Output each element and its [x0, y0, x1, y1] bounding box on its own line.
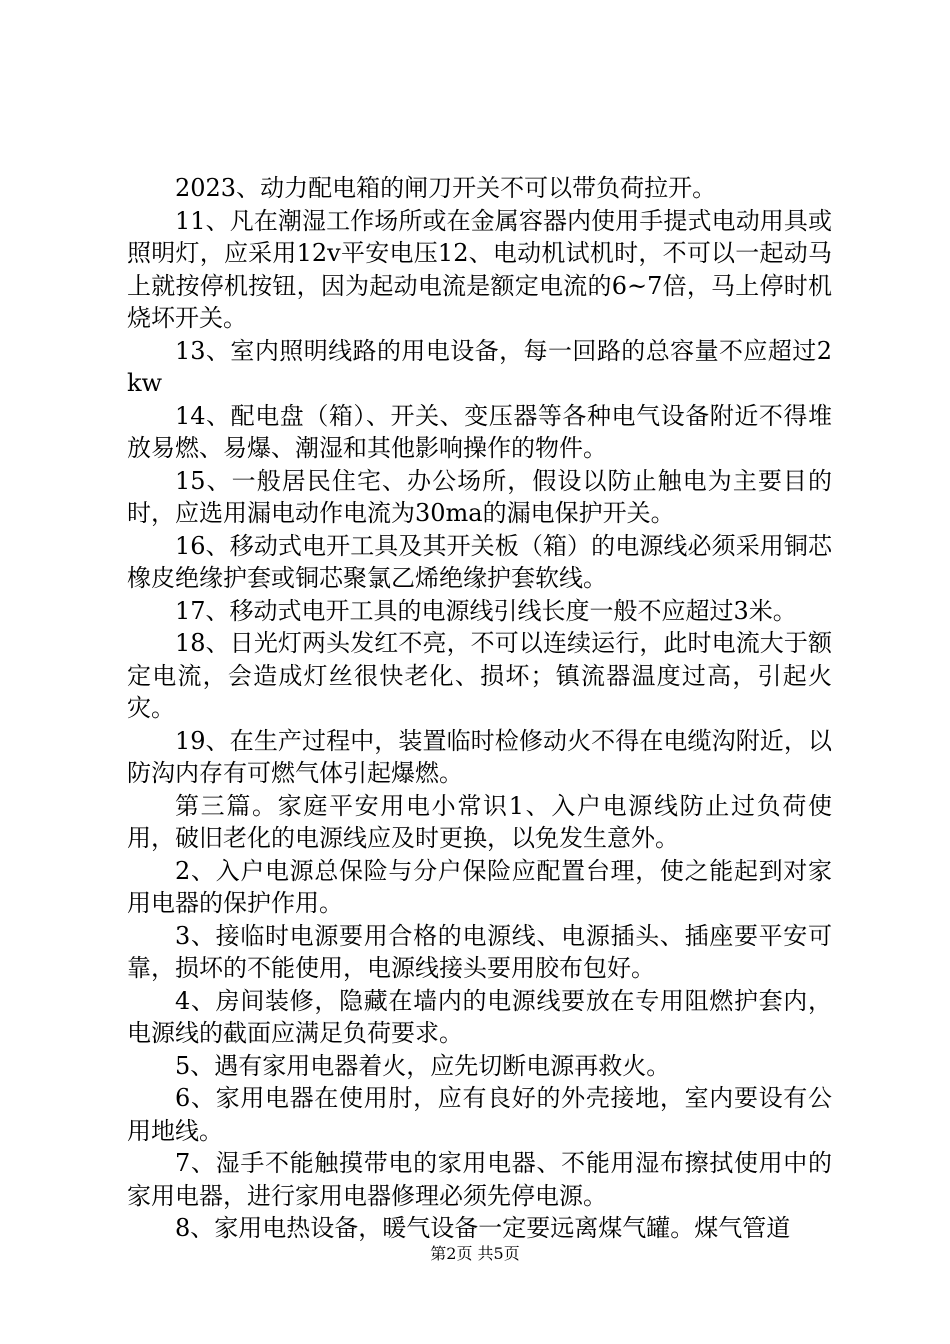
- paragraph-6: 16、移动式电开工具及其开关板（箱）的电源线必须采用铜芯橡皮绝缘护套或铜芯聚氯乙烯绝缘护套软线。: [127, 531, 832, 592]
- paragraph-1: 2023、动力配电箱的闸刀开关不可以带负荷拉开。: [175, 174, 717, 202]
- paragraph-7: 17、移动式电开工具的电源线引线长度一般不应超过3米。: [175, 596, 797, 625]
- page-footer: 第2页 共5页: [430, 1244, 520, 1263]
- paragraph-15: 6、家用电器在使用肘，应有良好的外壳接地，室内要设有公用地线。: [127, 1084, 832, 1145]
- paragraph-17: 8、家用电热设备，暖气设备一定要远离煤气罐。煤气管道: [175, 1214, 791, 1242]
- paragraph-16: 7、湿手不能触摸带电的家用电器、不能用湿布擦拭使用中的家用电器，进行家用电器修理必须先停电源。: [127, 1149, 832, 1210]
- paragraph-3: 13、室内照明线路的用电设备，每一回路的总容量不应超过2kw: [127, 336, 832, 397]
- document-body: [127, 172, 832, 1245]
- paragraph-9: 19、在生产过程中，装置临时检修动火不得在电缆沟附近，以防沟内存有可燃气体引起爆燃。: [127, 726, 832, 787]
- paragraph-13: 4、房间装修，隐藏在墙内的电源线要放在专用阻燃护套内，电源线的截面应满足负荷要求。: [127, 986, 832, 1047]
- paragraph-12: 3、接临时电源要用合格的电源线、电源插头、插座要平安可靠，损坏的不能使用，电源线接头要用胶布包好。: [127, 921, 832, 982]
- paragraph-4: 14、配电盘（箱）、开关、变压器等各种电气设备附近不得堆放易燃、易爆、潮湿和其他影响操作的物件。: [127, 401, 832, 462]
- paragraph-8: 18、日光灯两头发红不亮，不可以连续运行，此时电流大于额定电流，会造成灯丝很快老化、损坏；镇流器温度过高，引起火灾。: [127, 629, 832, 722]
- paragraph-14: 5、遇有家用电器着火，应先切断电源再救火。: [175, 1051, 671, 1080]
- paragraph-11: 2、入户电源总保险与分户保险应配置台理，使之能起到对家用电器的保护作用。: [127, 856, 832, 917]
- paragraph-2: 11、凡在潮湿工作场所或在金属容器内使用手提式电动用具或照明灯，应采用12v平安电压12、电动机试机时，不可以一起动马上就按停机按钮，因为起动电流是额定电流的6~7倍，马上停时机烧坏开关。: [127, 206, 832, 332]
- paragraph-10: 第三篇。家庭平安用电小常识1、入户电源线防止过负荷使用，破旧老化的电源线应及时更换，以免发生意外。: [127, 791, 832, 852]
- paragraph-5: 15、一般居民住宅、办公场所，假设以防止触电为主要目的时，应选用漏电动作电流为30ma的漏电保护开关。: [127, 466, 832, 527]
